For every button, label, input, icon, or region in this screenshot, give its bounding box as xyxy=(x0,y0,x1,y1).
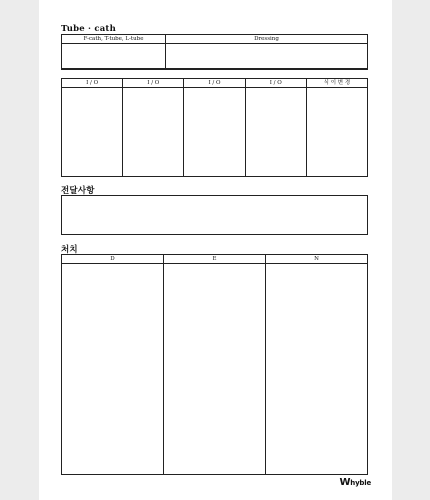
evening-shift-cell[interactable] xyxy=(164,264,266,474)
day-shift-header: D xyxy=(62,255,164,263)
diet-change-header: 식 이 변 경 xyxy=(323,80,351,86)
io-cell-1[interactable] xyxy=(62,88,123,176)
brand-logo-text: hyble xyxy=(350,479,371,487)
notice-box[interactable] xyxy=(61,195,368,235)
io-header-4: I / O xyxy=(246,79,307,87)
diet-change-cell[interactable] xyxy=(307,88,367,176)
io-cell-4[interactable] xyxy=(246,88,307,176)
care-heading: 처치 xyxy=(61,245,78,255)
io-cell-2[interactable] xyxy=(123,88,184,176)
io-header-1: I / O xyxy=(62,79,123,87)
evening-shift-header: E xyxy=(164,255,266,263)
night-shift-cell[interactable] xyxy=(266,264,367,474)
brand-logo xyxy=(339,477,371,488)
night-shift-header: N xyxy=(314,256,319,262)
notice-heading: 전달사항 xyxy=(61,186,95,196)
tube-type-cell[interactable] xyxy=(62,44,166,68)
care-table xyxy=(61,254,368,475)
form-page xyxy=(39,0,392,500)
tube-cath-heading: Tube · cath xyxy=(61,24,116,34)
io-header-2: I / O xyxy=(123,79,184,87)
io-table xyxy=(61,78,368,177)
dressing-cell[interactable] xyxy=(166,44,367,68)
brand-logo-mark: W xyxy=(339,477,351,488)
tube-cath-table xyxy=(61,34,368,70)
io-header-3: I / O xyxy=(184,79,245,87)
io-cell-3[interactable] xyxy=(184,88,245,176)
day-shift-cell[interactable] xyxy=(62,264,164,474)
tube-type-header: F-cath, T-tube, L-tube xyxy=(62,35,166,43)
dressing-header: Dressing xyxy=(254,36,279,42)
